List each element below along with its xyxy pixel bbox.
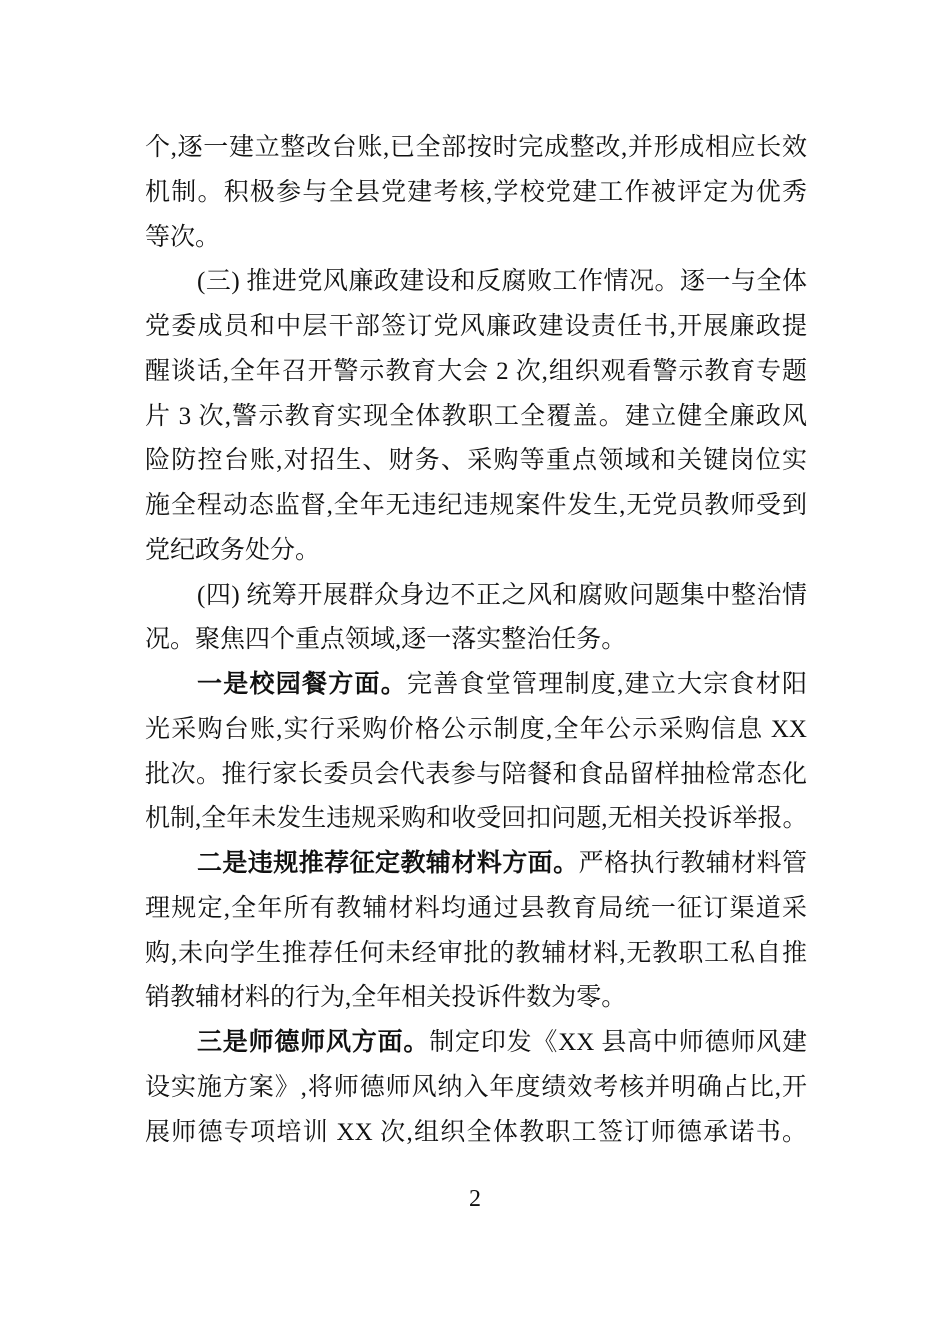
text-line [145, 624, 807, 656]
line-text: 党委成员和中层干部签订党风廉政建设责任书,开展廉政提 [145, 313, 807, 340]
line-text: 制定印发《XX 县高中师德师风建 [429, 1029, 807, 1056]
text-line [145, 535, 807, 567]
text-line [145, 1027, 807, 1059]
bold-lead: 二是违规推荐征定教辅材料方面。 [197, 850, 579, 877]
line-text: 等次。 [145, 223, 221, 251]
text-line [145, 132, 807, 164]
text-line [145, 401, 807, 433]
text-line [145, 356, 807, 388]
text-line [145, 759, 807, 791]
line-text: 机制,全年未发生违规采购和收受回扣问题,无相关投诉举报。 [145, 805, 808, 833]
text-line [145, 177, 807, 209]
text-line [145, 1072, 807, 1104]
bold-lead: 一是校园餐方面。 [197, 671, 407, 698]
text-line [145, 893, 807, 925]
line-text: 完善食堂管理制度,建立大宗食材阳 [407, 671, 807, 698]
text-line [145, 222, 807, 254]
line-text: 销教辅材料的行为,全年相关投诉件数为零。 [145, 984, 627, 1012]
line-text: 理规定,全年所有教辅材料均通过县教育局统一征订渠道采 [145, 894, 807, 922]
line-text: (四) 统筹开展群众身边不正之风和腐败问题集中整治情 [197, 581, 807, 609]
text-line [145, 266, 807, 298]
line-text: 机制。积极参与全县党建考核,学校党建工作被评定为优秀 [145, 178, 807, 206]
text-line [145, 445, 807, 477]
page-number: 2 [469, 1186, 481, 1212]
text-line [145, 311, 807, 343]
line-text: 光采购台账,实行采购价格公示制度,全年公示采购信息 XX [145, 715, 807, 743]
line-text: 设实施方案》,将师德师风纳入年度绩效考核并明确占比,开 [145, 1073, 807, 1101]
line-text: 况。聚焦四个重点领域,逐一落实整治任务。 [145, 626, 627, 654]
text-line [145, 490, 807, 522]
line-text: 批次。推行家长委员会代表参与陪餐和食品留样抽检常态化 [145, 760, 807, 788]
line-text: (三) 推进党风廉政建设和反腐败工作情况。逐一与全体 [197, 268, 807, 296]
line-text: 醒谈话,全年召开警示教育大会 2 次,组织观看警示教育专题 [145, 357, 807, 385]
line-text: 展师德专项培训 XX 次,组织全体教职工签订师德承诺书。 [145, 1118, 807, 1146]
text-line [145, 982, 807, 1014]
text-line [145, 669, 807, 701]
text-line [145, 714, 807, 746]
line-text: 个,逐一建立整改台账,已全部按时完成整改,并形成相应长效 [145, 134, 807, 161]
line-text: 购,未向学生推荐任何未经审批的教辅材料,无教职工私自推 [145, 939, 807, 967]
text-line [145, 938, 807, 970]
bold-lead: 三是师德师风方面。 [197, 1029, 430, 1056]
text-line [145, 1117, 807, 1149]
line-text: 片 3 次,警示教育实现全体教职工全覆盖。建立健全廉政风 [145, 402, 807, 430]
line-text: 党纪政务处分。 [145, 536, 321, 564]
line-text: 险防控台账,对招生、财务、采购等重点领域和关键岗位实 [145, 447, 807, 475]
text-line [145, 848, 807, 880]
line-text: 严格执行教辅材料管 [578, 850, 807, 877]
text-line [145, 803, 807, 835]
line-text: 施全程动态监督,全年无违纪违规案件发生,无党员教师受到 [145, 492, 807, 519]
text-line [145, 580, 807, 612]
